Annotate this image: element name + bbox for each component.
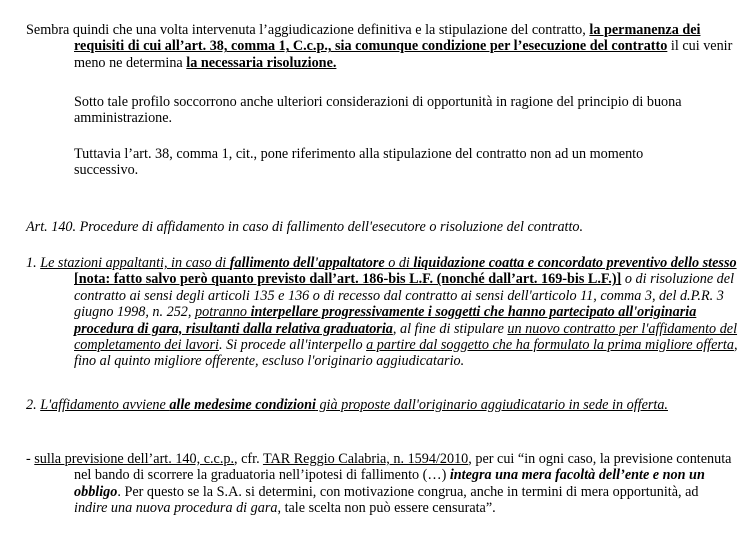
paragraph-giurisprudenza	[26, 451, 734, 517]
paragraph-profilo: Sotto tale profilo soccorrono anche ulteriori considerazioni di opportunità in ragione del principio di buona amministrazione.	[74, 94, 682, 127]
note-186bis: [nota: fatto salvo però quanto previsto dall’art. 186-bis L.F. (nonché dall’art. 169-bis L.F.)]	[74, 271, 622, 288]
article-title: Art. 140. Procedure di affidamento in caso di fallimento dell'esecutore o risoluzione del contratto.	[26, 219, 584, 235]
text-run: . Per questo se la S.A. si determini, con motivazione congrua, anche in termini di mera opportunità, ad	[117, 483, 699, 500]
emphasis-liquidazione: liquidazione coatta e concordato preventivo dello stesso	[413, 255, 737, 271]
emphasis-nuova-procedura: indire una nuova procedura di gara	[74, 500, 278, 517]
emphasis-nuovo-contratto: un nuovo contratto per l'affidamento del completamento dei lavori	[74, 320, 738, 354]
text-run: , tale scelta non può essere censurata”.	[277, 500, 496, 517]
paragraph-requisiti	[26, 22, 734, 71]
text-run: Sembra quindi che una volta intervenuta l’aggiudicazione definitiva e la stipulazione del contratto,	[26, 22, 590, 38]
paragraph-tuttavia: Tuttavia l’art. 38, comma 1, cit., pone riferimento alla stipulazione del contratto non ad un momento successivo.	[74, 146, 644, 179]
emphasis-interpellare: interpellare progressivamente i soggetti che hanno partecipato all'originaria procedura di gara, risultanti dalla relativa graduatoria	[74, 304, 697, 337]
text-run: già proposte dall'originario aggiudicatario in sede in offerta.	[315, 397, 668, 413]
emphasis-requisiti: la permanenza dei requisiti di cui all’art. 38, comma 1, C.c.p., sia comunque condizione per l’esecuzione del contratto	[74, 22, 701, 55]
text-run: , al fine di stipulare	[392, 320, 508, 337]
item-number: 1.	[26, 255, 41, 271]
emphasis-fallimento: fallimento dell'appaltatore	[229, 255, 385, 271]
text-run: , per cui “in ogni caso, la previsione contenuta nel bando di scorrere la graduatoria nell’ipotesi di fallimento (…)	[74, 451, 732, 484]
text-run: o di	[384, 255, 414, 271]
article-item-1	[26, 255, 754, 370]
text-run: potranno	[195, 304, 251, 321]
text-run: L'affidamento avviene	[40, 397, 170, 413]
article-item-2	[26, 397, 754, 413]
emphasis-risoluzione: la necessaria risoluzione.	[186, 54, 337, 71]
item-number: 2.	[26, 397, 41, 413]
emphasis-prima-offerta: a partire dal soggetto che ha formulato la prima migliore offerta	[366, 337, 734, 354]
link-art-140[interactable]: sulla previsione dell’art. 140, c.c.p.	[34, 451, 235, 467]
text-run: Le stazioni appaltanti, in caso di	[40, 255, 230, 271]
text-run: , fino al quinto migliore offerente, escluso l'originario aggiudicatario.	[74, 337, 738, 370]
text-run: il cui venir meno ne determina	[74, 38, 733, 71]
link-tar-reggio-calabria[interactable]: TAR Reggio Calabria, n. 1594/2010	[262, 451, 469, 467]
emphasis-mera-facolta: integra una mera facoltà dell’ente e non un obbligo	[74, 467, 705, 500]
text-run: , cfr.	[234, 451, 263, 467]
text-run: . Si procede all'interpello	[219, 337, 367, 354]
emphasis-medesime-condizioni: alle medesime condizioni	[169, 397, 316, 413]
dash-marker: -	[26, 451, 35, 467]
text-run: o di risoluzione del contratto ai sensi degli articoli 135 e 136 o di recesso dal contratto ai sensi dell'articolo 11, comma 3, del d.P.R. 3 giugno 1998, n. 252,	[74, 271, 735, 321]
